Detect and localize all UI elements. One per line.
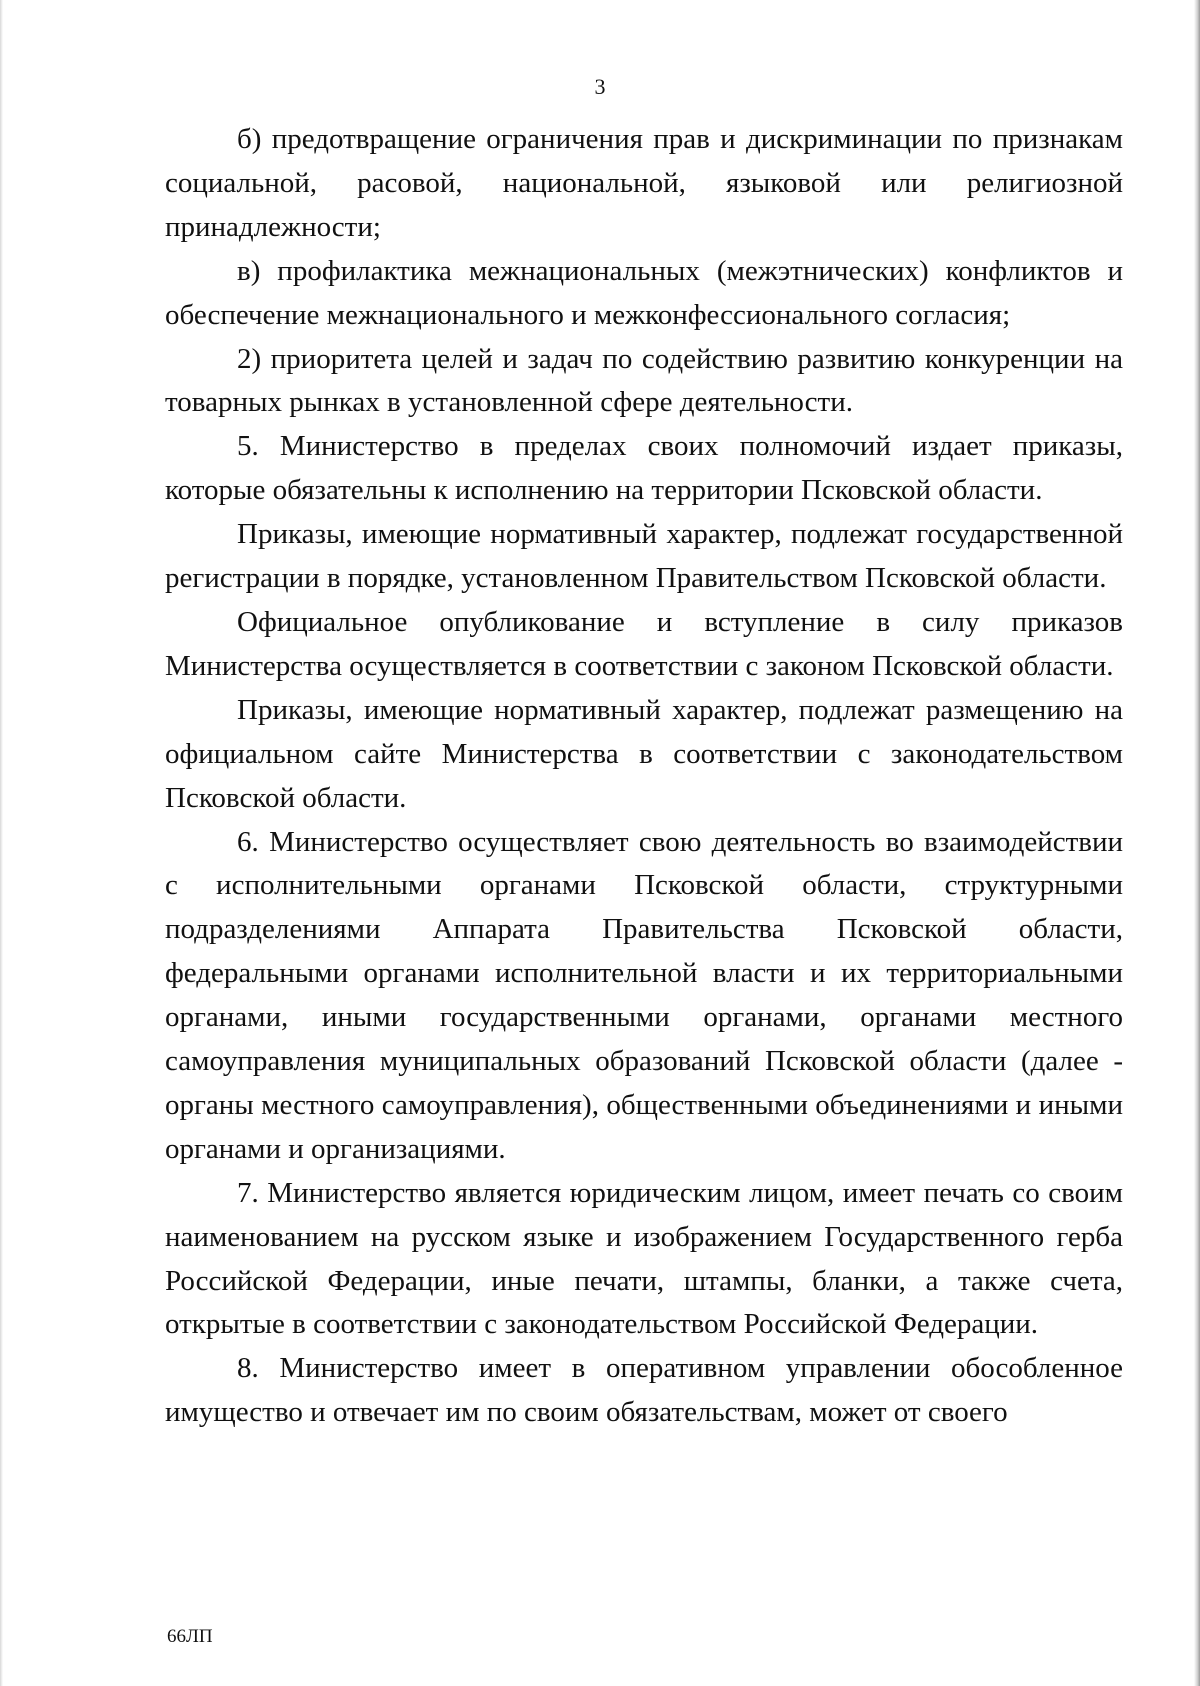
paragraph: Приказы, имеющие нормативный характер, подлежат государственной регистрации в порядке, установленном Правительством Псковской области.: [165, 518, 1123, 595]
document-body: [165, 118, 1123, 1435]
paragraph: 8. Министерство имеет в оперативном управлении обособленное имущество и отвечает им по своим обязательствам, может от своего: [165, 1352, 1123, 1429]
paragraph: в) профилактика межнациональных (межэтнических) конфликтов и обеспечение межнационального и межконфессионального согласия;: [165, 254, 1123, 331]
paragraph: 7. Министерство является юридическим лицом, имеет печать со своим наименованием на русском языке и изображением Государственного герба Российской Федерации, иные печати, штампы, бланки, а также счета, открытые в соответствии с законодательством Российской Федерации.: [165, 1176, 1123, 1341]
page-number: 3: [594, 74, 606, 99]
paragraph: 5. Министерство в пределах своих полномочий издает приказы, которые обязательны к исполнению на территории Псковской области.: [165, 430, 1123, 507]
paragraph: Приказы, имеющие нормативный характер, подлежат размещению на официальном сайте Министерства в соответствии с законодательством Псковской области.: [165, 693, 1123, 814]
footer-document-code: 66ЛП: [167, 1626, 213, 1647]
paragraph: 2) приоритета целей и задач по содействию развитию конкуренции на товарных рынках в установленной сфере деятельности.: [165, 342, 1123, 419]
paragraph: Официальное опубликование и вступление в силу приказов Министерства осуществляется в соответствии с законом Псковской области.: [165, 605, 1123, 682]
paragraph: б) предотвращение ограничения прав и дискриминации по признакам социальной, расовой, национальной, языковой или религиозной принадлежности;: [165, 123, 1123, 243]
scan-edge-right: [1194, 0, 1200, 1686]
paragraph: 6. Министерство осуществляет свою деятельность во взаимодействии с исполнительными органами Псковской области, структурными подразделениями Аппарата Правительства Псковской области, федеральными органами исполнительной власти и их территориальными органами, иными государственными органами, органами местного самоуправления муниципальных образований Псковской области (далее - органы местного самоуправления), общественными объединениями и иными органами и организациями.: [165, 825, 1123, 1165]
scan-edge-left: [0, 0, 3, 1686]
